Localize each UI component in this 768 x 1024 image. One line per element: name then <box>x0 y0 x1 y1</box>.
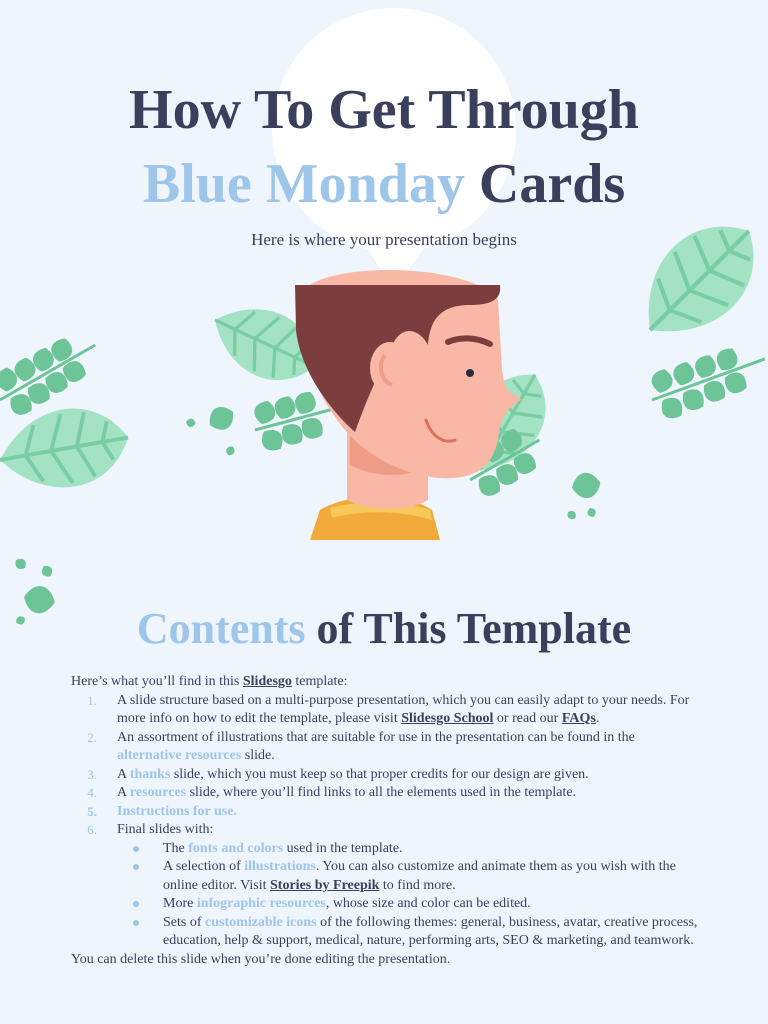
list-number: 5. <box>87 803 97 819</box>
list-number: 6. <box>87 822 97 837</box>
intro-paragraph <box>71 673 701 692</box>
stories-by-freepik-link[interactable]: Stories by Freepik <box>270 877 380 893</box>
sub-list-item <box>117 840 701 859</box>
list-number: 4. <box>87 785 97 800</box>
list-item <box>71 766 701 785</box>
list-number: 1. <box>87 692 97 708</box>
list-item <box>71 803 701 822</box>
intro-text: Here’s what you’ll find in this <box>71 674 243 689</box>
page-title-line1 <box>0 78 768 142</box>
illustrations-highlight: illustrations <box>244 859 316 874</box>
intro-text-end: template: <box>291 674 348 689</box>
sub-item-text: used in the template. <box>283 840 403 856</box>
slidesgo-school-link[interactable]: Slidesgo School <box>401 711 494 726</box>
title-rest-text: Cards <box>464 153 626 215</box>
sub-list-item <box>117 858 701 895</box>
list-number: 3. <box>87 766 97 782</box>
fonts-colors-highlight: fonts and colors <box>188 840 284 856</box>
alternative-resources-highlight: alternative resources <box>117 748 242 763</box>
sub-item-text: Sets of <box>163 914 205 930</box>
slidesgo-link[interactable]: Slidesgo <box>242 674 292 689</box>
bullet-dot <box>133 920 139 926</box>
sub-item-text: The <box>163 840 189 856</box>
list-item <box>71 692 701 729</box>
contents-list <box>71 692 701 951</box>
item-text: slide, where you’ll find links to all the elements used in the template. <box>186 785 577 800</box>
contents-body <box>71 673 701 969</box>
list-item <box>71 821 701 951</box>
bullet-dot <box>133 864 139 870</box>
bullet-dot <box>133 901 139 907</box>
faqs-link[interactable]: FAQs <box>561 711 596 726</box>
title-accent-text: Blue Monday <box>142 153 465 215</box>
page-title-line2 <box>0 152 768 216</box>
sub-item-text: to find more. <box>379 877 456 893</box>
contents-heading <box>0 603 768 655</box>
instructions-highlight: Instructions for use. <box>117 803 237 819</box>
item-text: A slide structure based on a multi-purpose presentation, which you can easily adapt to your needs. For more info on how to edit the template, please visit <box>117 692 690 726</box>
infographic-resources-highlight: infographic resources <box>196 896 326 911</box>
thanks-highlight: thanks <box>129 766 171 782</box>
item-text: Final slides with: <box>117 822 214 837</box>
sub-item-text: , whose size and color can be edited. <box>325 896 531 911</box>
customizable-icons-highlight: customizable icons <box>205 914 317 930</box>
sub-item-text: More <box>163 896 197 911</box>
resources-highlight: resources <box>129 785 187 800</box>
list-item <box>71 784 701 803</box>
item-text: An assortment of illustrations that are suitable for use in the presentation can be found in the <box>117 729 635 745</box>
list-item <box>71 729 701 766</box>
sub-item-text: . You can also customize and animate them as you wish with the online editor. Visit <box>163 859 676 893</box>
contents-heading-rest: of This Template <box>305 604 632 653</box>
subtitle: Here is where your presentation begins <box>251 230 517 249</box>
sub-list-item <box>117 895 701 914</box>
sub-item-text: of the following themes: general, business, avatar, creative process, education, help & support, medical, nature, performing arts, SEO & marketing, and teamwork. <box>163 914 698 948</box>
list-number: 2. <box>87 729 97 745</box>
title-line1-text: How To Get Through <box>129 79 639 141</box>
sub-item-text: A selection of <box>163 859 245 874</box>
item-text: or read our <box>493 711 562 726</box>
item-text: slide, which you must keep so that proper credits for our design are given. <box>170 766 589 782</box>
sub-list-item <box>117 914 701 951</box>
sub-list <box>117 840 701 951</box>
item-text: A <box>117 785 130 800</box>
bullet-dot <box>133 846 139 852</box>
item-text: slide. <box>241 748 275 763</box>
item-text: A <box>117 766 130 782</box>
contents-heading-accent: Contents <box>136 604 306 653</box>
footer-note: You can delete this slide when you’re done editing the presentation. <box>71 951 451 967</box>
item-text: . <box>595 711 600 726</box>
